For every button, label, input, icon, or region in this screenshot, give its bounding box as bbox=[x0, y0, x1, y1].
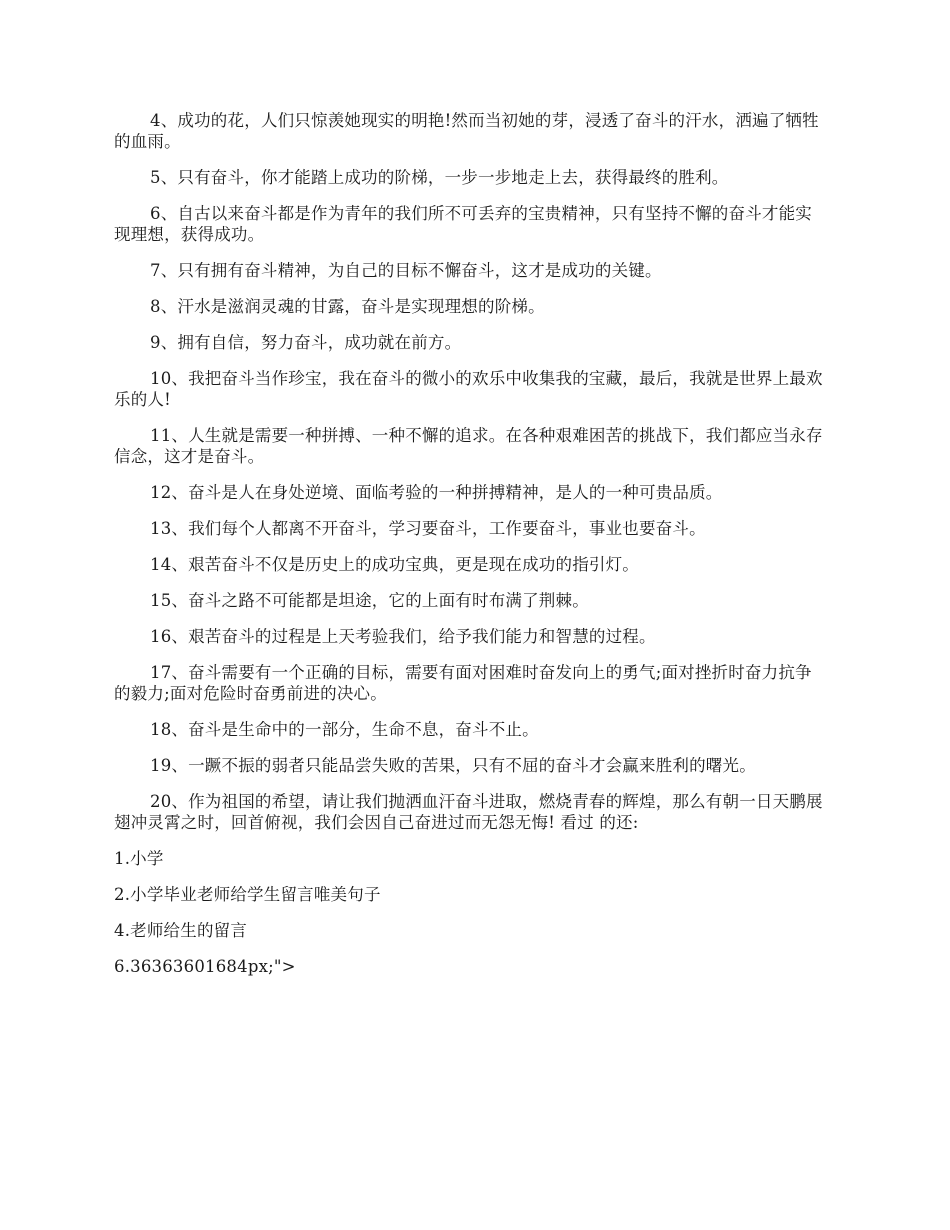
related-link-1[interactable]: 1.小学 bbox=[114, 849, 164, 868]
paragraph-19: 19、一蹶不振的弱者只能品尝失败的苦果，只有不屈的奋斗才会赢来胜利的曙光。 bbox=[150, 756, 756, 775]
paragraph-5: 5、只有奋斗，你才能踏上成功的阶梯，一步一步地走上去，获得最终的胜利。 bbox=[150, 168, 729, 187]
paragraph-17: 17、奋斗需要有一个正确的目标，需要有面对困难时奋发向上的勇气;面对挫折时奋力抗争的毅力;面对危险时奋勇前进的决心。 bbox=[114, 663, 812, 703]
related-link-2[interactable]: 2.小学毕业老师给学生留言唯美句子 bbox=[114, 885, 381, 904]
related-link-4[interactable]: 4.老师给生的留言 bbox=[114, 921, 248, 940]
paragraph-12: 12、奋斗是人在身处逆境、面临考验的一种拼搏精神，是人的一种可贵品质。 bbox=[150, 483, 723, 502]
paragraph-18: 18、奋斗是生命中的一部分，生命不息，奋斗不止。 bbox=[150, 720, 539, 739]
paragraph-15: 15、奋斗之路不可能都是坦途，它的上面有时布满了荆棘。 bbox=[150, 591, 589, 610]
paragraph-7: 7、只有拥有奋斗精神，为自己的目标不懈奋斗，这才是成功的关键。 bbox=[150, 261, 662, 280]
paragraph-10: 10、我把奋斗当作珍宝，我在奋斗的微小的欢乐中收集我的宝藏，最后，我就是世界上最欢乐的人! bbox=[114, 369, 823, 409]
paragraph-20: 20、作为祖国的希望，请让我们抛洒血汗奋斗进取，燃烧青春的辉煌，那么有朝一日天鹏展翅冲灵霄之时，回首俯视，我们会因自己奋进过而无怨无悔! 看过 的还: bbox=[114, 792, 823, 832]
paragraph-4: 4、成功的花，人们只惊羡她现实的明艳!然而当初她的芽，浸透了奋斗的汗水，洒遍了牺牲的血雨。 bbox=[114, 111, 819, 151]
paragraph-9: 9、拥有自信，努力奋斗，成功就在前方。 bbox=[150, 333, 462, 352]
paragraph-6: 6、自古以来奋斗都是作为青年的我们所不可丢弃的宝贵精神，只有坚持不懈的奋斗才能实现理想，获得成功。 bbox=[114, 204, 812, 244]
paragraph-16: 16、艰苦奋斗的过程是上天考验我们，给予我们能力和智慧的过程。 bbox=[150, 627, 656, 646]
paragraph-14: 14、艰苦奋斗不仅是历史上的成功宝典，更是现在成功的指引灯。 bbox=[150, 555, 639, 574]
document-page bbox=[114, 110, 826, 977]
paragraph-13: 13、我们每个人都离不开奋斗，学习要奋斗，工作要奋斗，事业也要奋斗。 bbox=[150, 519, 706, 538]
paragraph-11: 11、人生就是需要一种拼搏、一种不懈的追求。在各种艰难困苦的挑战下，我们都应当永存信念，这才是奋斗。 bbox=[114, 426, 823, 466]
stray-markup-text: 6.36363601684px;"> bbox=[114, 957, 296, 976]
paragraph-8: 8、汗水是滋润灵魂的甘露，奋斗是实现理想的阶梯。 bbox=[150, 297, 545, 316]
